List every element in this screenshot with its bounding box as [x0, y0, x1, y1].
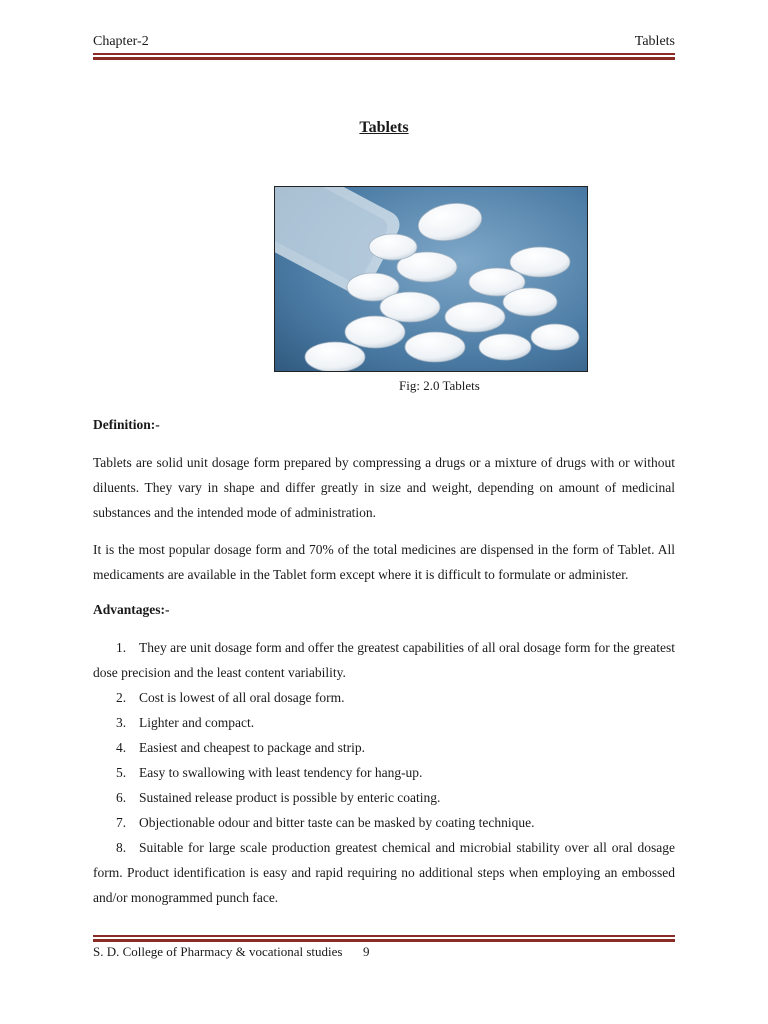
list-item-number: 1.: [116, 640, 127, 655]
list-item-text: Sustained release product is possible by enteric coating.: [139, 790, 441, 805]
list-item-text: Suitable for large scale production greatest chemical and microbial stability over all oral dosage form. Product identification is easy and rapid requiring no additional steps when employing an embossed and/or monogrammed punch face.: [93, 840, 675, 905]
list-item-text: Objectionable odour and bitter taste can be masked by coating technique.: [139, 815, 535, 830]
list-item-text: Easy to swallowing with least tendency for hang-up.: [139, 765, 423, 780]
list-item-number: 2.: [116, 690, 127, 705]
list-item-number: 6.: [116, 790, 127, 805]
header-section: Tablets: [634, 34, 675, 49]
list-item: [93, 710, 675, 735]
list-item-text: Cost is lowest of all oral dosage form.: [139, 690, 345, 705]
definition-paragraph: Tablets are solid unit dosage form prepared by compressing a drugs or a mixture of drugs with or without diluents. They vary in shape and differ greatly in size and weight, depending on amount of medicinal substances and the intended mode of administration.: [93, 455, 675, 520]
list-item-number: 3.: [116, 715, 127, 730]
definition-heading: Definition:-: [93, 417, 160, 432]
page-title: Tablets: [359, 119, 409, 136]
page-number: 9: [362, 944, 370, 959]
list-item-number: 7.: [116, 815, 127, 830]
tablets-figure: [274, 186, 588, 372]
list-item: [93, 810, 675, 835]
header-rule: [93, 53, 675, 60]
footer-institution: S. D. College of Pharmacy & vocational studies: [93, 944, 343, 959]
list-item-text: Lighter and compact.: [139, 715, 255, 730]
footer-rule: [93, 935, 675, 942]
list-item-text: They are unit dosage form and offer the greatest capabilities of all oral dosage form for the greatest dose precision and the least content variability.: [93, 640, 675, 680]
list-item: [93, 635, 675, 685]
page-header: [93, 34, 675, 50]
list-item: [93, 685, 675, 710]
page-footer: [93, 944, 369, 960]
list-item: [93, 835, 675, 910]
list-item: [93, 735, 675, 760]
page-body: [93, 414, 675, 910]
figure-caption: Fig: 2.0 Tablets: [399, 378, 480, 393]
list-item: [93, 785, 675, 810]
list-item-number: 5.: [116, 765, 127, 780]
header-chapter: Chapter-2: [93, 34, 149, 49]
list-item-number: 8.: [116, 840, 127, 855]
list-item-number: 4.: [116, 740, 127, 755]
definition-paragraph: It is the most popular dosage form and 70% of the total medicines are dispensed in the form of Tablet. All medicaments are available in the Tablet form except where it is difficult to formulate or administer.: [93, 542, 675, 582]
list-item: [93, 760, 675, 785]
advantages-heading: Advantages:-: [93, 602, 170, 617]
list-item-text: Easiest and cheapest to package and strip.: [139, 740, 366, 755]
tablets-photo: [275, 187, 587, 371]
advantages-list: [93, 635, 675, 910]
